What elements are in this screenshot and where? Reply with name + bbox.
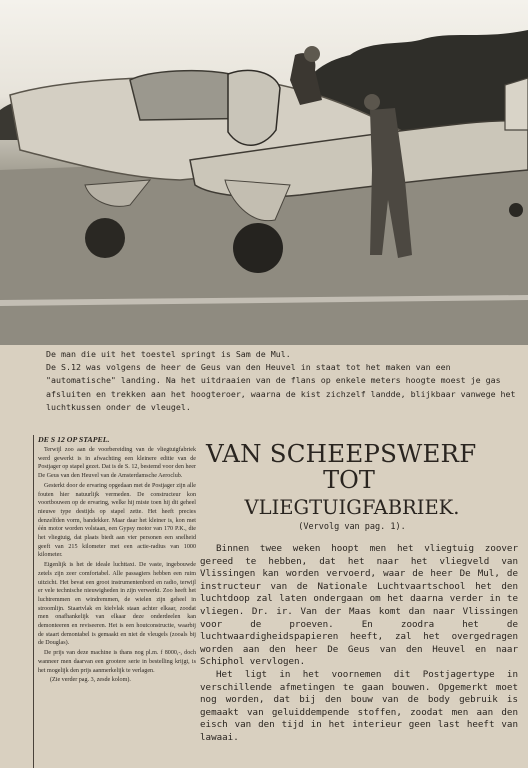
tail (505, 78, 528, 130)
headline-line-2: TOT (323, 466, 375, 494)
wheel-left (85, 218, 125, 258)
right-article-paragraph: Het ligt in het voornemen dit Postjagertype in verschillende afmetingen te gaan bouwen. Opgemerkt moet nog worden, dat bij den bouw van de body gebruik is gemaakt van geluiddempende stoffen, zoodat men aan den eisch van den tijd in het interieur geen last heeft van lawaai. (200, 668, 518, 743)
photo-caption (46, 348, 516, 414)
wheel-right (233, 223, 283, 273)
caption-line-2: De S.12 was volgens de heer de Geus van den Heuvel in staat tot het maken van een "automatische" landing. Na het uitdraaien van de flans op enkele meters hoogte moest je gas afsluiten en trekken aan het hoogteroer, waarna de kist zichzelf landde, blijkbaar vanwege het luchtkussen onder de vleugel. (46, 362, 516, 412)
left-article-endnote: (Zie verder pag. 3, zesde kolom). (50, 677, 131, 684)
airplane-photo-drawing (0, 0, 528, 345)
left-article-heading: DE S 12 OP STAPEL. (38, 435, 110, 444)
left-article-paragraph: Terwijl zoo aan de voorbereiding van de vliegtuigfabriek werd gewerkt is in afwachting een kleinere editie van de Postjager op stapel gezet. Dat is de S. 12, bestemd voor den heer De Geus van den Heuvel van de Amsterdamsche Aeroclub. (38, 447, 196, 480)
open-door (228, 70, 280, 145)
right-article-paragraph: Binnen twee weken hoopt men het vliegtuig zoover gereed te hebben, dat het naar het vliegveld van Vlissingen kan worden vervoerd, waar de heer De Mul, de instructeur van de Nationale Luchtvaartschool het den luchtdoop zal laten ondergaan om het daarna verder in te vliegen. Dr. ir. Van der Maas komt dan naar Vlissingen voor de proeven. En zoodra het de luchtwaardigheidspapieren heeft, zal het overgedragen worden aan den heer De Geus van den Heuvel en naar Schiphol vervlogen. (200, 543, 518, 668)
left-article (33, 435, 196, 768)
airplane-photo (0, 0, 528, 345)
left-article-paragraph: De prijs van deze machine is thans nog pl.m. f 8000,-, doch wanneer men daarvan een grootere serie in bestelling krijgt, is het mogelijk den prijs aanmerkelijk te verlagen. (38, 650, 196, 674)
left-article-paragraph: Gesterkt door de ervaring opgedaan met de Postjager zijn alle fouten hier natuurlijk vermeden. De constructeur kon voortbouwen op de ervaring, welke hij miste toen hij dit geheel nieuwe type destijds op stapel zette. Het heeft precies denzelfden vorm, bandekker. Maar daar het kleiner is, kon met één motor worden volstaan, een Gypsy motor van 170 P.K., die het vliegtuig, dat plaats biedt aan vier personen een snelheid geeft van 215 kilometer met een actie-radius van 1000 kilometer. (38, 482, 196, 559)
left-article-paragraph: Eigenlijk is het de ideale luchttaxi. De vaste, ingebouwde zetels zijn zeer comfortabel. Alle passagiers hebben een ruim uitzicht. Het bevat een groot instrumentenbord en radio, terwijl er vele technische nieuwigheden in zijn verwerkt. Zoo heeft het luchtremmen en windremmen, de wielen zijn geheel in stroomlijn. Staartvlak en kielvlak staan achter elkaar, zoodat men onafhankelijk van elkaar deze onderdeelen kan demonteeren en reviseeren. Het is een houtconstructie, waarbij de staart demontabel is gemaakt en niet de vleugels (zooals bij de Douglas). (38, 562, 196, 647)
caption-line-1: De man die uit het toestel springt is Sam de Mul. (46, 349, 291, 359)
right-article (200, 440, 518, 745)
continued-note: (Vervolg van pag. 1). (298, 522, 406, 532)
headline-line-3: VLIEGTUIGFABRIEK. (244, 496, 460, 519)
headline-line-1: VAN SCHEEPSWERF (206, 439, 477, 468)
